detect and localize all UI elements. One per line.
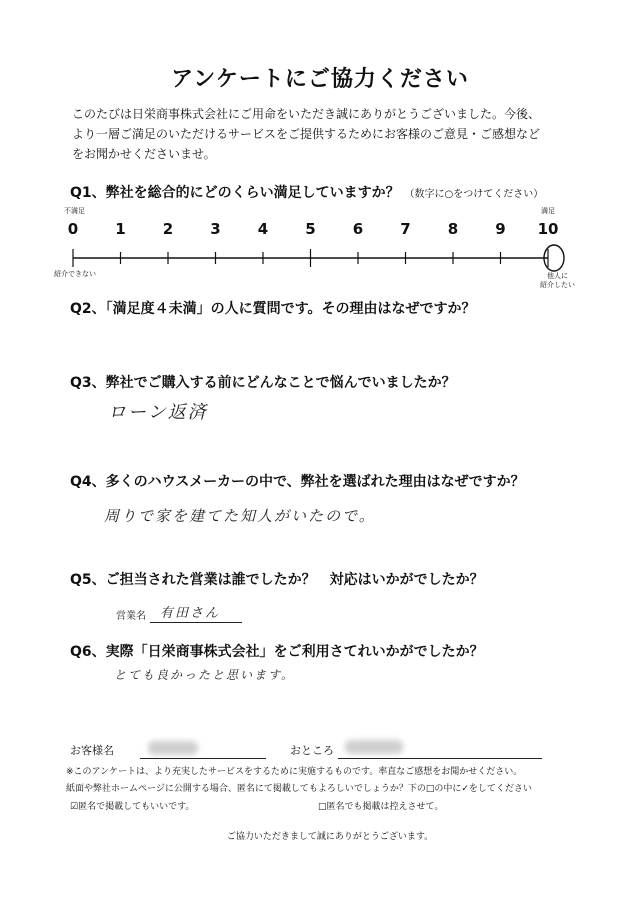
intro-text: [72, 104, 540, 164]
scale-right-bottom-label: [540, 272, 575, 290]
publish-question: 紙面や弊社ホームページに公開する場合、匿名にて掲載してもよろしいでしょうか？下の□の中に✓をしてください: [66, 784, 532, 794]
scale-number-7[interactable]: 7: [400, 220, 411, 238]
page-title: アンケートにご協力ください: [171, 67, 469, 92]
scale-number-1[interactable]: 1: [115, 220, 126, 238]
q2-label: Q2、「満足度４未満」の人に質問です。その理由はなぜですか？: [70, 301, 476, 317]
q5-answer: 有田さん: [160, 606, 221, 621]
scale-left-top-label: 不満足: [64, 207, 85, 215]
q1-label: Q1、弊社を総合的にどのくらい満足していますか？: [70, 185, 400, 201]
thanks-message: ご協力いただきまして誠にありがとうございます。: [226, 832, 434, 842]
q6-answer: とても良かったと思います。: [114, 668, 296, 682]
survey-notice: ※このアンケートは、より充実したサービスをするために実施するものです。率直なご感想をお聞かせください。: [66, 767, 523, 777]
q1-note: （数字に○をつけてください）: [404, 189, 544, 200]
sales-name-label: 営業名: [116, 611, 146, 622]
scale-number-8[interactable]: 8: [447, 220, 459, 238]
scale-number-6[interactable]: 6: [352, 220, 364, 238]
q6-label: Q6、実際「日栄商事株式会社」をご利用さてれいかがでしたか？: [70, 644, 484, 660]
customer-name-label: お客様名: [70, 744, 114, 757]
q3-answer: ローン返済: [108, 402, 208, 423]
address-label: おところ: [290, 744, 334, 757]
sales-name-underline: [150, 622, 242, 623]
q4-label: Q4、多くのハウスメーカーの中で、弊社を選ばれた理由はなぜですか？: [70, 474, 525, 490]
option-anonymous-decline[interactable]: □匿名でも掲載は控えさせて。: [318, 802, 444, 812]
intro-line: このたびは日栄商事株式会社にご用命をいただき誠にありがとうございました。今後、: [72, 107, 541, 121]
scale-number-10[interactable]: 10: [537, 220, 559, 238]
q4-answer: 周りで家を建てた知人がいたので。: [104, 507, 376, 525]
scale-number-4[interactable]: 4: [257, 220, 269, 238]
scale-number-2[interactable]: 2: [162, 220, 174, 238]
scale-right-bottom-line: 他人に: [547, 272, 568, 280]
selected-score-circle: [544, 245, 564, 271]
scale-number-5[interactable]: 5: [305, 220, 316, 238]
address-underline: [338, 758, 542, 759]
scale-left-bottom-label: 紹介できない: [54, 270, 96, 278]
scale-number-3[interactable]: 3: [210, 220, 221, 238]
customer-name-underline: [140, 758, 266, 759]
q1-question: [70, 182, 543, 202]
q3-label: Q3、弊社でご購入する前にどんなことで悩んでいましたか？: [70, 375, 456, 391]
customer-name-redacted: [148, 741, 198, 755]
scale-number-9[interactable]: 9: [495, 220, 506, 238]
intro-line: より一層ご満足のいただけるサービスをご提供するためにお客様のご意見・ご感想など: [72, 127, 541, 141]
address-redacted: [345, 740, 403, 754]
option-anonymous-ok[interactable]: ☑匿名で掲載してもいいです。: [70, 802, 195, 812]
scale-right-bottom-line: 紹介したい: [540, 281, 575, 289]
scale-right-top-label: 満足: [541, 207, 555, 215]
scale-number-0[interactable]: 0: [67, 220, 79, 238]
intro-line: をお聞かせくださいませ。: [72, 147, 216, 161]
q5-label: Q5、ご担当された営業は誰でしたか？ 対応はいかがでしたか？: [70, 572, 484, 588]
